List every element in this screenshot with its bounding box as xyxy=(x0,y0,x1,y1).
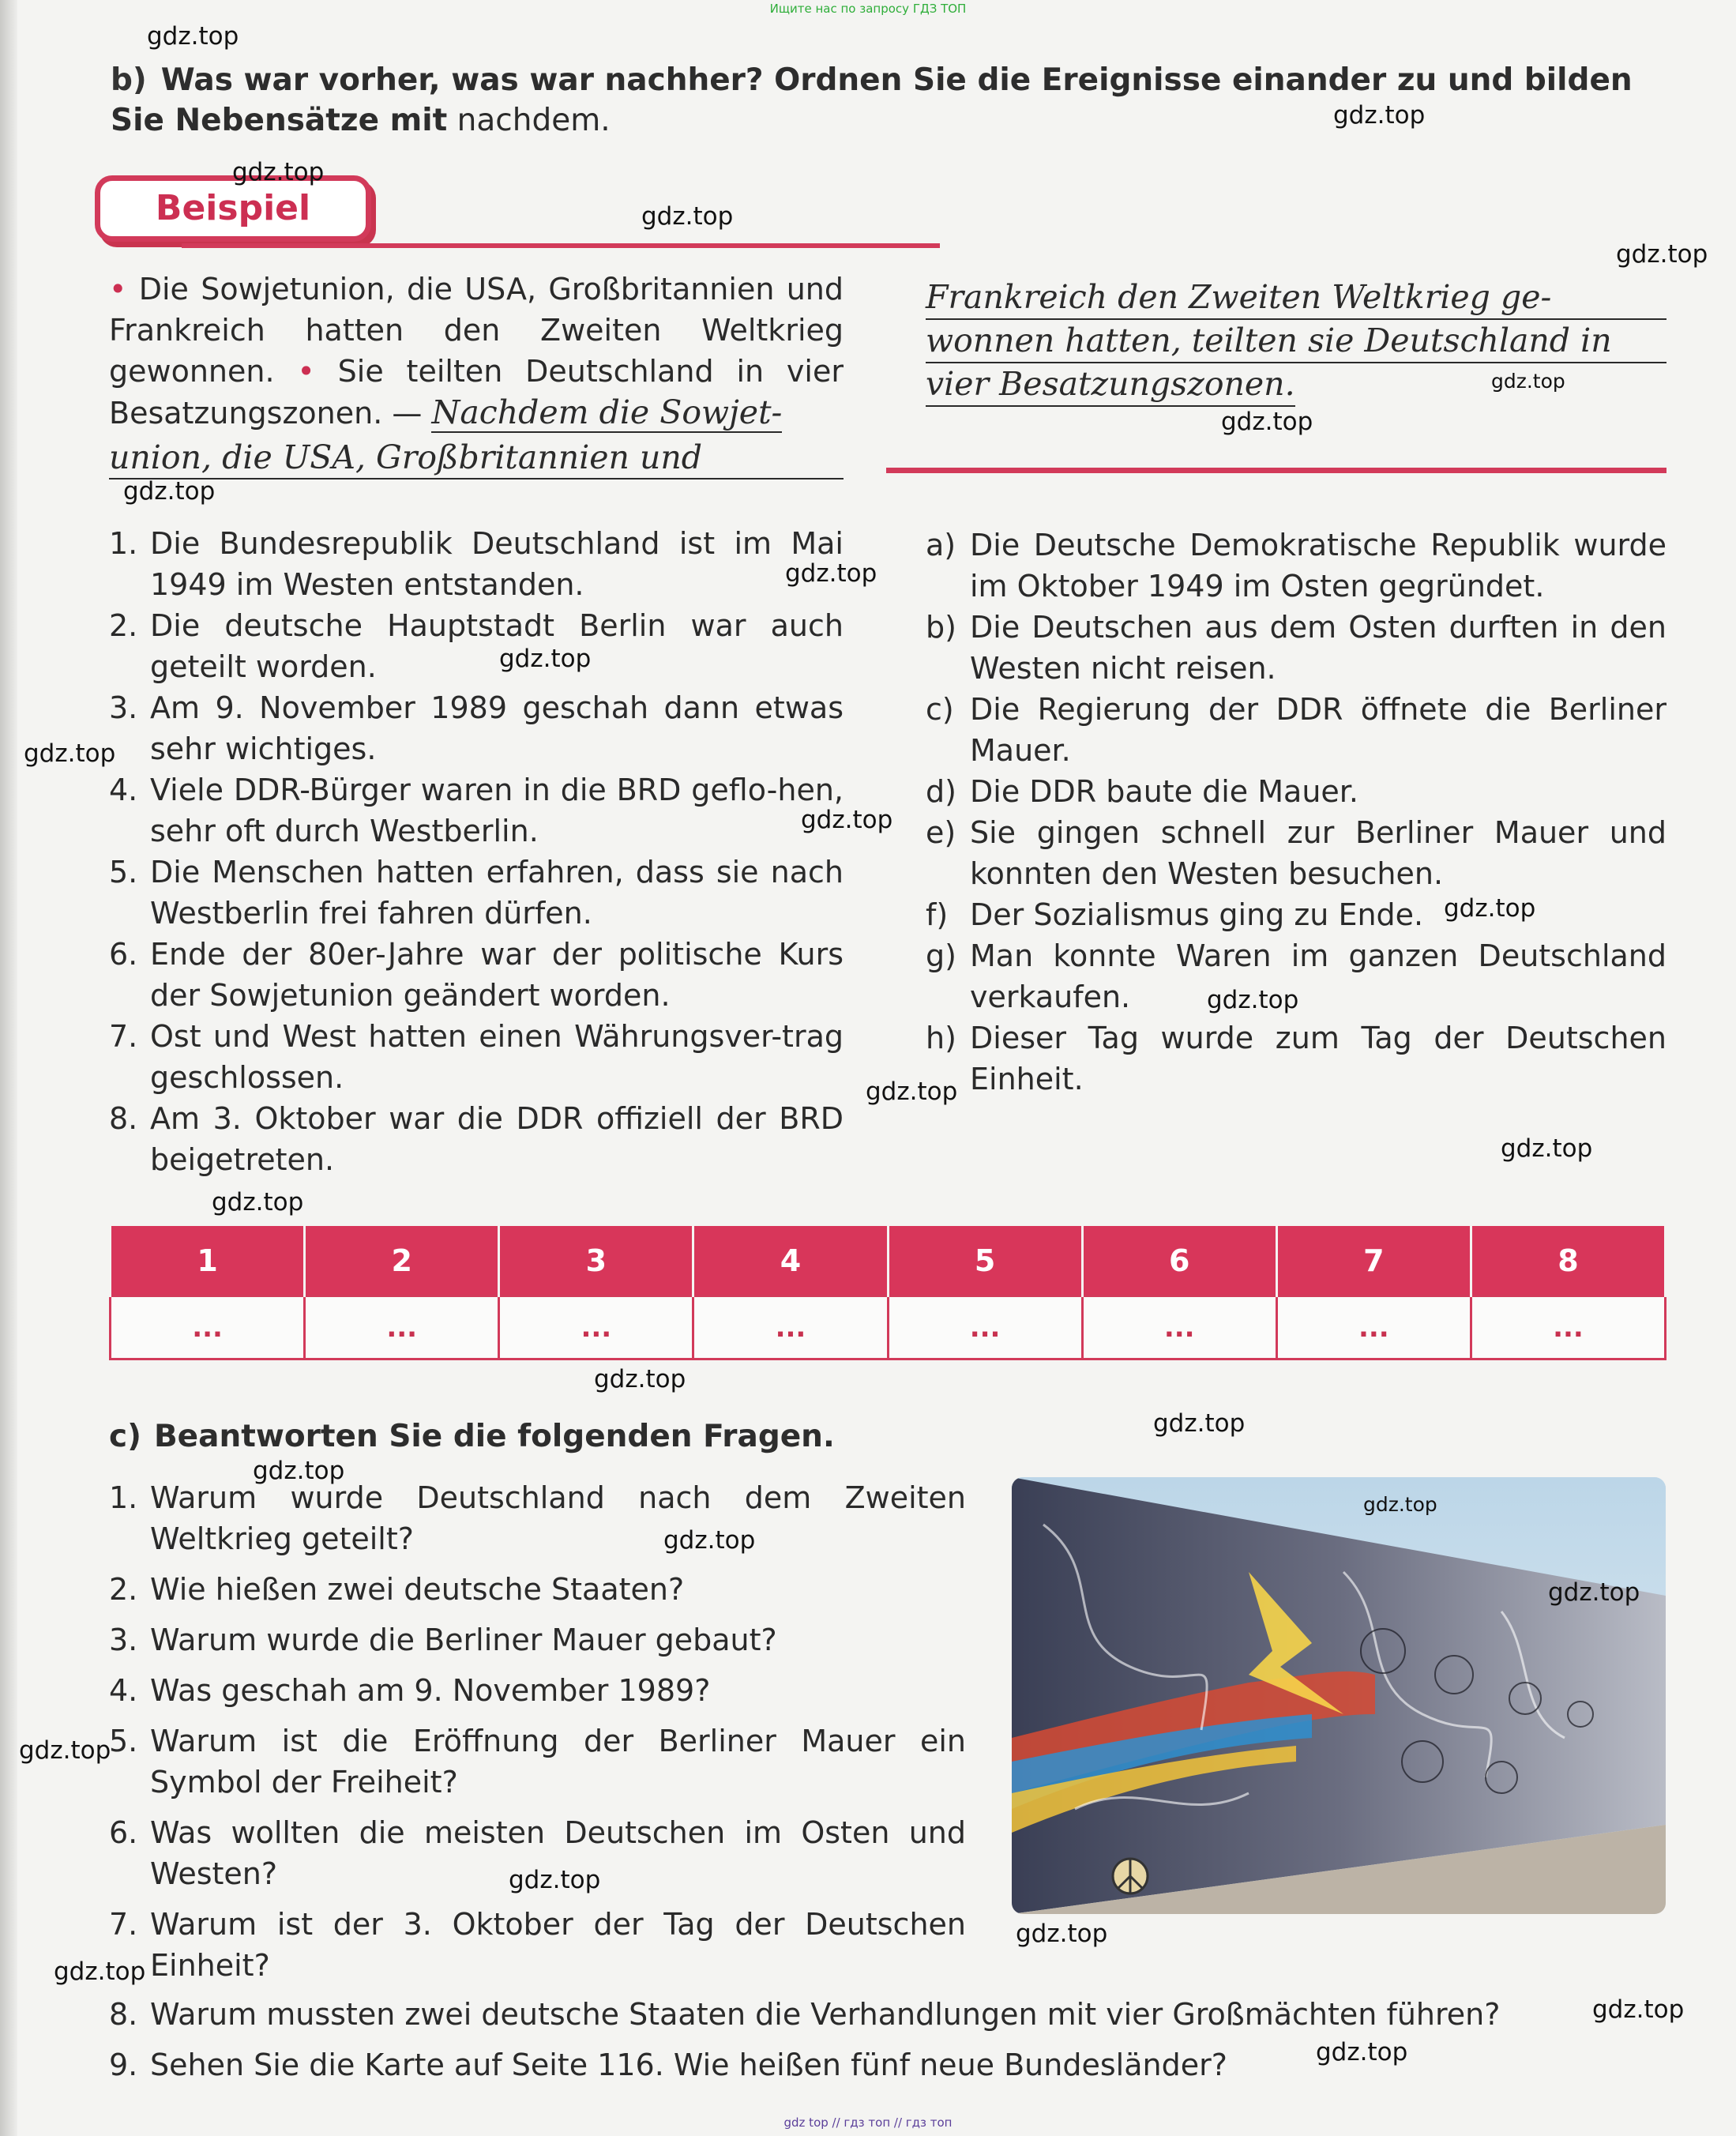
grid-header-cell: 5 xyxy=(888,1226,1082,1296)
events-list-numbered xyxy=(109,523,844,1180)
handwritten-answer-1: Nachdem die Sowjet- xyxy=(431,393,783,431)
handwritten-answer-4: wonnen hatten, teilten sie Deutschland in xyxy=(926,320,1666,363)
list-item: e) Sie gingen schnell zur Berliner Mauer und konnten den Westen besuchen. xyxy=(926,815,1666,891)
task-c-label: c) xyxy=(109,1419,141,1454)
watermark: gdz.top xyxy=(232,158,325,186)
list-item: b) Die Deutschen aus dem Osten durften in den Westen nicht reisen. xyxy=(926,610,1666,686)
grid-answer-cell: ... xyxy=(305,1296,499,1359)
list-item: g) Man konnte Waren im ganzen Deutschland verkaufen. xyxy=(926,938,1666,1014)
list-item: 5. Warum ist die Eröffnung der Berliner Mauer ein Symbol der Freiheit? xyxy=(109,1724,966,1799)
list-item: 7. Warum ist der 3. Oktober der Tag der Deutschen Einheit? xyxy=(109,1907,966,1983)
watermark: gdz.top xyxy=(1548,1578,1640,1607)
example-red-divider xyxy=(886,468,1666,473)
beispiel-header xyxy=(95,175,1666,270)
watermark: gdz.top xyxy=(663,1526,756,1555)
grid-answer-cell: ... xyxy=(693,1296,888,1359)
list-item: 8. Am 3. Oktober war die DDR offiziell der BRD beigetreten. xyxy=(109,1101,844,1177)
watermark: gdz.top xyxy=(24,739,116,768)
grid-answer-cell: ... xyxy=(1082,1296,1276,1359)
watermark: gdz.top xyxy=(1207,986,1299,1014)
watermark: gdz.top xyxy=(1491,370,1565,393)
watermark: gdz.top xyxy=(1616,240,1708,269)
list-item: 4. Viele DDR-Bürger waren in die BRD geflo-hen, sehr oft durch Westberlin. xyxy=(109,773,844,848)
grid-answer-cell: ... xyxy=(888,1296,1082,1359)
watermark: gdz.top xyxy=(1221,408,1313,436)
berlin-wall-photo xyxy=(1012,1477,1666,1914)
watermark: gdz.top xyxy=(1316,2038,1408,2066)
watermark: gdz.top xyxy=(54,1957,146,1986)
task-b-bold-text: Was war vorher, was war nachher? Ordnen Sie die Ereignisse einander zu und bilden Sie Nebensätze mit xyxy=(111,62,1633,138)
grid-header-cell: 8 xyxy=(1471,1226,1665,1296)
watermark: gdz.top xyxy=(19,1736,111,1765)
task-b-heading xyxy=(111,60,1666,141)
watermark: gdz.top xyxy=(1153,1409,1246,1438)
list-item: 2. Die deutsche Hauptstadt Berlin war auch geteilt worden. xyxy=(109,608,844,684)
beispiel-divider xyxy=(182,243,940,248)
watermark: gdz.top xyxy=(1592,1995,1685,2024)
list-item: h) Dieser Tag wurde zum Tag der Deutschen Einheit. xyxy=(926,1021,1666,1096)
list-item: 6. Was wollten die meisten Deutschen im Osten und Westen? xyxy=(109,1815,966,1891)
watermark: gdz.top xyxy=(785,559,877,588)
top-banner[interactable]: Ищите нас по запросу ГДЗ ТОП xyxy=(769,2,967,16)
list-item: c) Die Regierung der DDR öffnete die Berliner Mauer. xyxy=(926,692,1666,768)
watermark: gdz.top xyxy=(123,477,216,506)
grid-answer-cell: ... xyxy=(111,1296,305,1359)
watermark: gdz.top xyxy=(1501,1134,1593,1163)
grid-header-cell: 3 xyxy=(499,1226,693,1296)
watermark: gdz.top xyxy=(1444,894,1536,923)
task-b-keyword: nachdem. xyxy=(457,103,611,138)
list-item: 3. Am 9. November 1989 geschah dann etwas sehr wichtiges. xyxy=(109,690,844,766)
list-item: 1. Warum wurde Deutschland nach dem Zweiten Weltkrieg geteilt? xyxy=(109,1480,966,1556)
grid-answer-cell: ... xyxy=(1276,1296,1471,1359)
example-sentence-1: Die Sowjetunion, die USA, Großbritannien und Frankreich hatten den Zweiten Weltkrieg gewonnen. xyxy=(109,272,844,389)
watermark: gdz.top xyxy=(212,1188,304,1217)
watermark: gdz.top xyxy=(147,22,239,51)
watermark: gdz.top xyxy=(253,1457,345,1485)
handwritten-answer-5: vier Besatzungszonen. xyxy=(926,363,1295,407)
task-c-heading xyxy=(109,1419,835,1454)
list-item: 7. Ost und West hatten einen Währungsver-trag geschlossen. xyxy=(109,1019,844,1095)
beispiel-label: Beispiel xyxy=(155,188,311,228)
grid-answer-cell: ... xyxy=(499,1296,693,1359)
watermark: gdz.top xyxy=(801,806,893,834)
watermark: gdz.top xyxy=(1333,101,1426,130)
answer-grid xyxy=(109,1226,1666,1360)
list-item: 5. Die Menschen hatten erfahren, dass sie nach Westberlin frei fahren dürfen. xyxy=(109,855,844,931)
grid-header-cell: 1 xyxy=(111,1226,305,1296)
bullet-icon: • xyxy=(109,272,127,306)
grid-answer-cell: ... xyxy=(1471,1296,1665,1359)
watermark: gdz.top xyxy=(866,1077,958,1106)
watermark: gdz.top xyxy=(1016,1920,1108,1948)
questions-list-wide xyxy=(109,1994,1666,2095)
handwritten-answer-2: union, die USA, Großbritannien und xyxy=(109,437,844,479)
questions-list xyxy=(109,1477,966,1995)
grid-header-cell: 7 xyxy=(1276,1226,1471,1296)
bottom-banner[interactable]: gdz top // гдз топ // гдз топ xyxy=(783,2115,953,2130)
list-item: a) Die Deutsche Demokratische Republik wurde im Oktober 1949 im Osten gegründet. xyxy=(926,528,1666,604)
bullet-icon: • xyxy=(297,354,315,389)
list-item: d) Die DDR baute die Mauer. xyxy=(926,774,1359,809)
grid-header-cell: 4 xyxy=(693,1226,888,1296)
example-sentence-2: Sie teilten Deutschland in vier Besatzungszonen. — xyxy=(109,354,844,431)
list-item: 4. Was geschah am 9. November 1989? xyxy=(109,1673,711,1708)
watermark: gdz.top xyxy=(499,645,592,673)
example-left-column xyxy=(109,269,844,479)
page-binding-edge xyxy=(0,0,17,2136)
berlin-wall-illustration xyxy=(1012,1477,1666,1914)
list-item: 3. Warum wurde die Berliner Mauer gebaut? xyxy=(109,1623,777,1657)
handwritten-answer-3: Frankreich den Zweiten Weltkrieg ge- xyxy=(926,276,1666,320)
list-item: 8. Warum mussten zwei deutsche Staaten die Verhandlungen mit vier Großmächten führen? xyxy=(109,1997,1501,2032)
list-item: 1. Die Bundesrepublik Deutschland ist im Mai 1949 im Westen entstanden. xyxy=(109,526,844,602)
list-item: 6. Ende der 80er-Jahre war der politische Kurs der Sowjetunion geändert worden. xyxy=(109,937,844,1013)
grid-header-cell: 6 xyxy=(1082,1226,1276,1296)
watermark: gdz.top xyxy=(641,202,734,231)
list-item: 9. Sehen Sie die Karte auf Seite 116. Wie heißen fünf neue Bundesländer? xyxy=(109,2048,1227,2082)
list-item: 2. Wie hießen zwei deutsche Staaten? xyxy=(109,1572,685,1607)
watermark: gdz.top xyxy=(594,1365,686,1393)
task-c-title: Beantworten Sie die folgenden Fragen. xyxy=(153,1419,835,1454)
answer-grid-header xyxy=(111,1226,1666,1296)
watermark: gdz.top xyxy=(1363,1493,1437,1516)
grid-header-cell: 2 xyxy=(305,1226,499,1296)
list-item: f) Der Sozialismus ging zu Ende. xyxy=(926,897,1424,932)
answer-grid-row xyxy=(111,1296,1666,1359)
task-b-label: b) xyxy=(111,62,147,98)
watermark: gdz.top xyxy=(509,1866,601,1894)
